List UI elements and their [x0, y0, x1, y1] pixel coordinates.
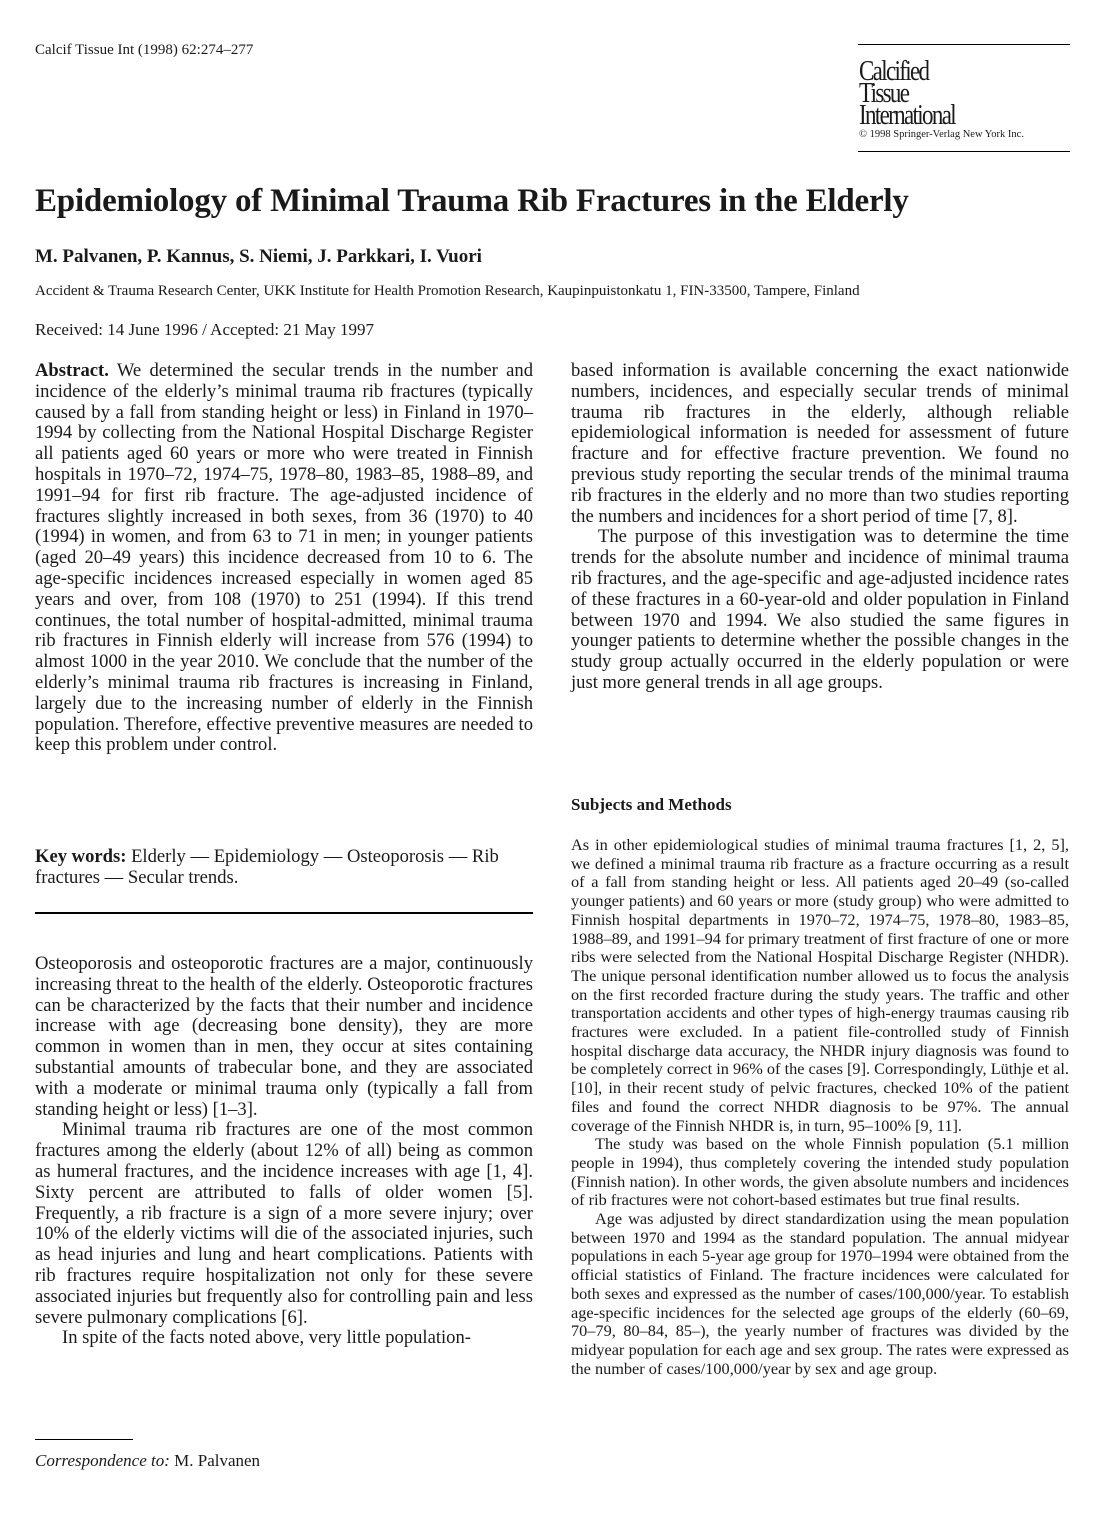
journal-citation: Calcif Tissue Int (1998) 62:274–277: [35, 42, 254, 58]
keywords-text: Elderly — Epidemiology — Osteoporosis — Rib fractures — Secular trends.: [35, 846, 499, 888]
section-divider: [35, 912, 533, 914]
received-accepted-dates: Received: 14 June 1996 / Accepted: 21 May 1997: [35, 320, 374, 339]
body-paragraph: based information is available concerning the exact nationwide numbers, incidences, and especially secular trends of minimal trauma rib fractures in the elderly, although reliable epidemiological information is needed for assessment of future fracture and for effective fracture prevention. We found no previous study reporting the secular trends of the minimal trauma rib fractures in the elderly and no more than two studies reporting the numbers and incidences for a short period of time [7, 8].: [571, 360, 1069, 527]
journal-logo-word: International: [859, 100, 955, 131]
methods-paragraph: Age was adjusted by direct standardization using the mean population between 1970 and 1994 as the standard population. The annual midyear populations in each 5-year age group for 1970–1994 were obtained from the official statistics of Finland. The fracture incidences were calculated for both sexes and expressed as the number of cases/100,000/year. To establish age-specific incidences for the selected age groups of the elderly (60–69, 70–79, 80–84, 85–), the yearly number of fractures was divided by the midyear population for each age and sex group. The rates were expressed as the number of cases/100,000/year by sex and age group.: [571, 1209, 1069, 1378]
footnote-divider: [35, 1439, 133, 1440]
section-heading-methods: Subjects and Methods: [571, 795, 732, 814]
abstract: [35, 361, 533, 756]
journal-logo: [858, 44, 1070, 152]
abstract-label: Abstract.: [35, 360, 109, 381]
author-affiliation: Accident & Trauma Research Center, UKK Institute for Health Promotion Research, Kaupinpuistonkatu 1, FIN-33500, Tampere, Finland: [35, 283, 860, 299]
footnote-label: Correspondence to:: [35, 1451, 170, 1470]
introduction-right-column: [571, 361, 1069, 694]
copyright-notice: © 1998 Springer-Verlag New York Inc.: [859, 129, 1024, 140]
introduction-left-column: [35, 954, 533, 1349]
journal-logo-word: Calcified: [859, 56, 929, 87]
abstract-text: We determined the secular trends in the number and incidence of the elderly’s minimal trauma rib fractures (typically caused by a fall from standing height or less) in Finland in 1970–1994 by collecting from the National Hospital Discharge Register all patients aged 60 years or more who were treated in Finnish hospitals in 1970–72, 1974–75, 1978–80, 1983–85, 1988–89, and 1991–94 for first rib fracture. The age-adjusted incidence of fractures slightly increased in both sexes, from 36 (1970) to 40 (1994) in women, and from 63 to 71 in men; in younger patients (aged 20–49 years) this incidence decreased from 10 to 6. The age-specific incidences increased especially in women aged 85 years and over, from 108 (1970) to 251 (1994). If this trend continues, the total number of hospital-admitted, minimal trauma rib fractures in Finnish elderly will increase from 576 (1994) to almost 1000 in the year 2010. We conclude that the number of the elderly’s minimal trauma rib fractures is increasing in Finland, largely due to the increasing number of elderly in the Finnish population. Therefore, effective preventive measures are needed to keep this problem under control.: [35, 360, 534, 756]
methods-paragraph: As in other epidemiological studies of minimal trauma fractures [1, 2, 5], we defined a minimal trauma rib fracture as a fracture occurring as a result of a fall from standing height or less. All patients aged 20–49 (so-called younger patients) and 60 years or more (study group) who were admitted to Finnish hospital departments in 1970–72, 1974–75, 1978–80, 1983–85, 1988–89, and 1991–94 for primary treatment of first fracture of one or more ribs were selected from the National Hospital Discharge Register (NHDR). The unique personal identification number allowed us to focus the analysis on the first recorded fracture during the study years. The traffic and other transportation accidents and other types of high-energy traumas causing rib fractures were excluded. In a patient file-controlled study of Finnish hospital discharge data accuracy, the NHDR injury diagnosis was found to be completely correct in 96% of the cases [9]. Correspondingly, Lüthje et al. [10], in their recent study of pelvic fractures, checked 10% of the patient files and found the correct NHDR diagnosis to be 97%. The annual coverage of the Finnish NHDR is, in turn, 95–100% [9, 11].: [571, 835, 1069, 1135]
author-list: M. Palvanen, P. Kannus, S. Niemi, J. Parkkari, I. Vuori: [35, 246, 482, 267]
body-paragraph: Minimal trauma rib fractures are one of the most common fractures among the elderly (about 12% of all) being as common as humeral fractures, and the incidence increases with age [1, 4]. Sixty percent are attributed to falls of older women [5]. Frequently, a rib fracture is a sign of a more severe injury; over 10% of the elderly victims will die of the associated injuries, such as head injuries and lung and heart complications. Patients with rib fractures require hospitalization not only for these severe associated injuries but frequently also for controlling pain and less severe pulmonary complications [6].: [35, 1119, 533, 1328]
article-title: Epidemiology of Minimal Trauma Rib Fractures in the Elderly: [35, 183, 909, 219]
body-paragraph: In spite of the facts noted above, very little population-: [62, 1327, 471, 1349]
correspondence-footnote: [35, 1451, 260, 1471]
methods-paragraph: The study was based on the whole Finnish population (5.1 million people in 1994), thus completely covering the intended study population (Finnish nation). In other words, the given absolute numbers and incidences of rib fractures were not cohort-based estimates but true final results.: [571, 1134, 1069, 1210]
body-paragraph: Osteoporosis and osteoporotic fractures are a major, continuously increasing threat to the health of the elderly. Osteoporotic fractures can be characterized by the facts that their number and incidence increase with age (decreasing bone density), they are more common in women than in men, they occur at sites containing substantial amounts of trabecular bone, and they are associated with a moderate or minimal trauma only (typically a fall from standing height or less) [1–3].: [35, 953, 533, 1120]
body-paragraph: The purpose of this investigation was to determine the time trends for the absolute number and incidence of minimal trauma rib fractures, and the age-specific and age-adjusted incidence rates of these fractures in a 60-year-old and older population in Finland between 1970 and 1994. We also studied the same figures in younger patients to determine whether the possible changes in the study group actually occurred in the elderly population or were just more general trends in all age groups.: [571, 526, 1069, 693]
keywords-label: Key words:: [35, 846, 127, 867]
keywords: [35, 847, 533, 889]
journal-logo-word: Tissue: [859, 78, 909, 109]
methods-section: [571, 836, 1069, 1378]
footnote-name: M. Palvanen: [174, 1451, 261, 1470]
